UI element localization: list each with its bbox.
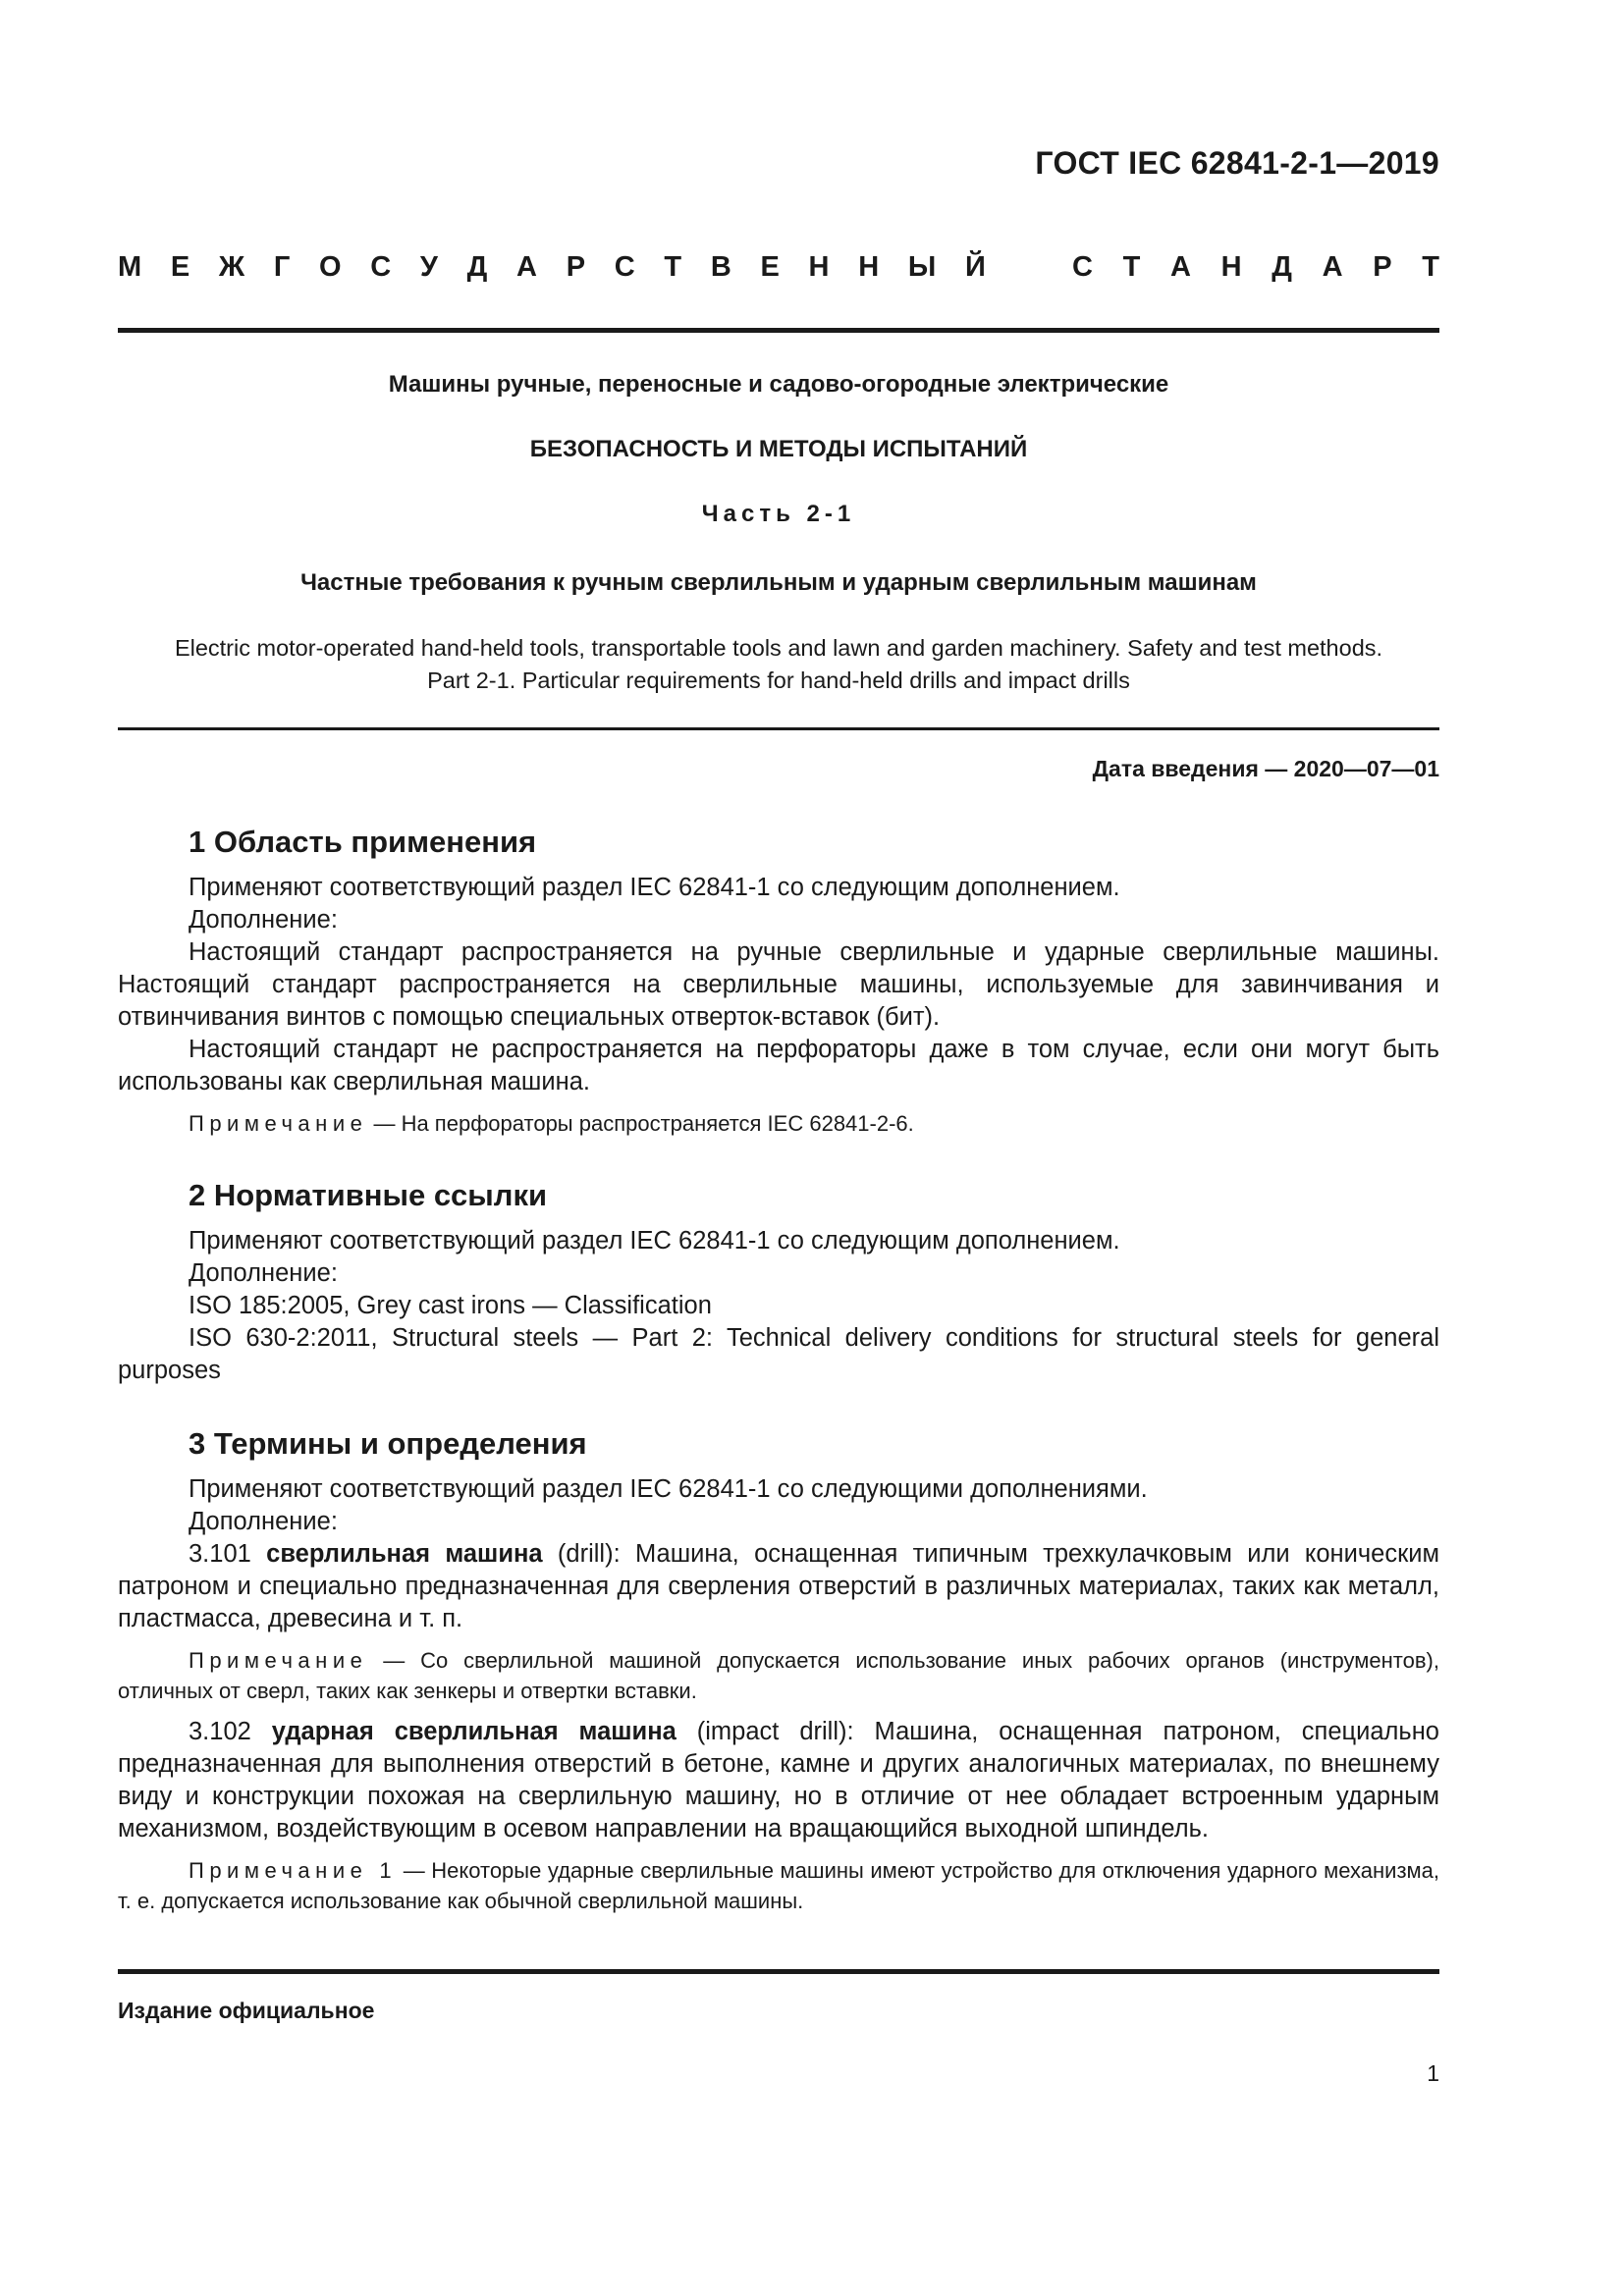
paragraph: Дополнение: <box>189 1508 338 1535</box>
paragraph: Применяют соответствующий раздел IEC 62841-1 со следующими дополнениями. <box>189 1475 1148 1503</box>
banner-letter: Т <box>1422 251 1439 283</box>
reference-item: ISO 630-2:2011, Structural steels — Part 2: Technical delivery conditions for structural steels for general purposes <box>118 1324 1439 1384</box>
banner-letter: С <box>614 251 635 283</box>
banner-letter: Е <box>760 251 780 283</box>
section-scope <box>118 823 1439 1139</box>
banner-letter: Е <box>170 251 190 283</box>
paragraph: Применяют соответствующий раздел IEC 62841-1 со следующим дополнением. <box>189 1227 1120 1255</box>
reference-item: ISO 185:2005, Grey cast irons — Classification <box>189 1292 712 1319</box>
part-number: Часть 2-1 <box>701 501 856 527</box>
banner-letter: Т <box>664 251 682 283</box>
section-heading: 3 Термины и определения <box>189 1426 587 1461</box>
english-title <box>118 632 1439 697</box>
banner-letter: М <box>118 251 142 283</box>
part-title: Частные требования к ручным сверлильным и ударным сверлильным машинам <box>300 569 1257 596</box>
banner-letter: Д <box>1272 251 1292 283</box>
banner-letter: Ж <box>218 251 245 283</box>
note-text: — Со сверлильной машиной допускается использование иных рабочих органов (инструментов), отличных от сверл, таких как зенкеры и отвертки вставки. <box>118 1648 1439 1703</box>
paragraph: Дополнение: <box>189 906 338 934</box>
note-label: Примечание 1 <box>189 1858 398 1883</box>
term-text: (impact drill): Машина, оснащенная патроном, специально предназначенная для выполнения отверстий в бетоне, камне и других аналогичных материалах, по внешнему виду и конструкции похожая на сверлильную машину, но в отличие от нее обладает встроенным ударным механизмом, воздействующим в осевом направлении на вращающийся выходной шпиндель. <box>118 1718 1439 1842</box>
note-label: Примечание <box>189 1648 368 1673</box>
header-divider <box>118 328 1439 333</box>
banner-letter: О <box>319 251 342 283</box>
banner-letter: А <box>1322 251 1343 283</box>
banner-letter: А <box>516 251 537 283</box>
paragraph: Настоящий стандарт не распространяется на перфораторы даже в том случае, если они могут быть использованы как сверлильная машина. <box>118 1036 1439 1095</box>
footer-divider <box>118 1969 1439 1974</box>
banner-word-standard <box>1072 251 1439 284</box>
paragraph: Дополнение: <box>189 1259 338 1287</box>
title-divider <box>118 727 1439 730</box>
document-page <box>118 0 1439 2296</box>
term-name: сверлильная машина <box>266 1540 543 1568</box>
document-code: ГОСТ IEC 62841-2-1—2019 <box>1035 145 1439 181</box>
note <box>118 1645 1439 1706</box>
banner-letter: Н <box>808 251 830 283</box>
banner-letter: С <box>1072 251 1093 283</box>
banner-letter: Ы <box>907 251 937 283</box>
note <box>118 1108 1439 1139</box>
banner-letter: С <box>370 251 392 283</box>
english-title-line-2: Part 2-1. Particular requirements for hand-held drills and impact drills <box>427 667 1130 693</box>
term-definition-3-102 <box>118 1716 1439 1845</box>
note-label: Примечание <box>189 1111 368 1136</box>
section-heading: 2 Нормативные ссылки <box>189 1178 548 1212</box>
paragraph: Применяют соответствующий раздел IEC 62841-1 со следующим дополнением. <box>189 874 1120 901</box>
document-body <box>118 823 1439 1953</box>
introduction-date: Дата введения — 2020—07—01 <box>1092 756 1439 781</box>
banner-letter: Р <box>1373 251 1392 283</box>
banner-word-interstate <box>118 251 986 284</box>
term-number: 3.102 <box>189 1718 272 1745</box>
banner-letter: В <box>710 251 731 283</box>
banner-letter: Т <box>1122 251 1141 283</box>
note <box>118 1855 1439 1916</box>
english-title-line-1: Electric motor-operated hand-held tools, transportable tools and lawn and garden machinery. Safety and test methods. <box>174 635 1383 661</box>
banner-letter: Р <box>566 251 586 283</box>
standard-banner <box>118 251 1439 284</box>
note-text: — Некоторые ударные сверлильные машины имеют устройство для отключения ударного механизма, т. е. допускается использование как обычной сверлильной машины. <box>118 1858 1440 1913</box>
main-title: Машины ручные, переносные и садово-огородные электрические <box>388 371 1169 398</box>
banner-letter: А <box>1170 251 1191 283</box>
section-normative-references <box>118 1176 1439 1387</box>
banner-letter: Й <box>964 251 986 283</box>
banner-letter: У <box>419 251 438 283</box>
term-definition-3-101 <box>118 1538 1439 1635</box>
official-edition-label: Издание официальное <box>118 1998 375 2023</box>
banner-letter: Н <box>858 251 880 283</box>
section-terms-and-definitions <box>118 1424 1439 1916</box>
banner-letter: Г <box>273 251 291 283</box>
subtitle: БЕЗОПАСНОСТЬ И МЕТОДЫ ИСПЫТАНИЙ <box>529 436 1028 462</box>
section-heading: 1 Область применения <box>189 825 537 859</box>
banner-letter: Д <box>466 251 488 283</box>
page-number: 1 <box>1427 2060 1439 2086</box>
banner-letter: Н <box>1220 251 1242 283</box>
term-number: 3.101 <box>189 1540 267 1568</box>
paragraph: Настоящий стандарт распространяется на ручные сверлильные и ударные сверлильные машины. Настоящий стандарт распространяется на сверлильные машины, используемые для завинчивания и отвинчивания винтов с помощью специальных отверток-вставок (бит). <box>118 938 1439 1031</box>
term-text: (drill): Машина, оснащенная типичным трехкулачковым или коническим патроном и специально предназначенная для сверления отверстий в различных материалах, таких как металл, пластмасса, древесина и т. п. <box>118 1540 1439 1632</box>
note-text: — На перфораторы распространяется IEC 62841-2-6. <box>367 1111 914 1136</box>
term-name: ударная сверлильная машина <box>271 1718 677 1745</box>
